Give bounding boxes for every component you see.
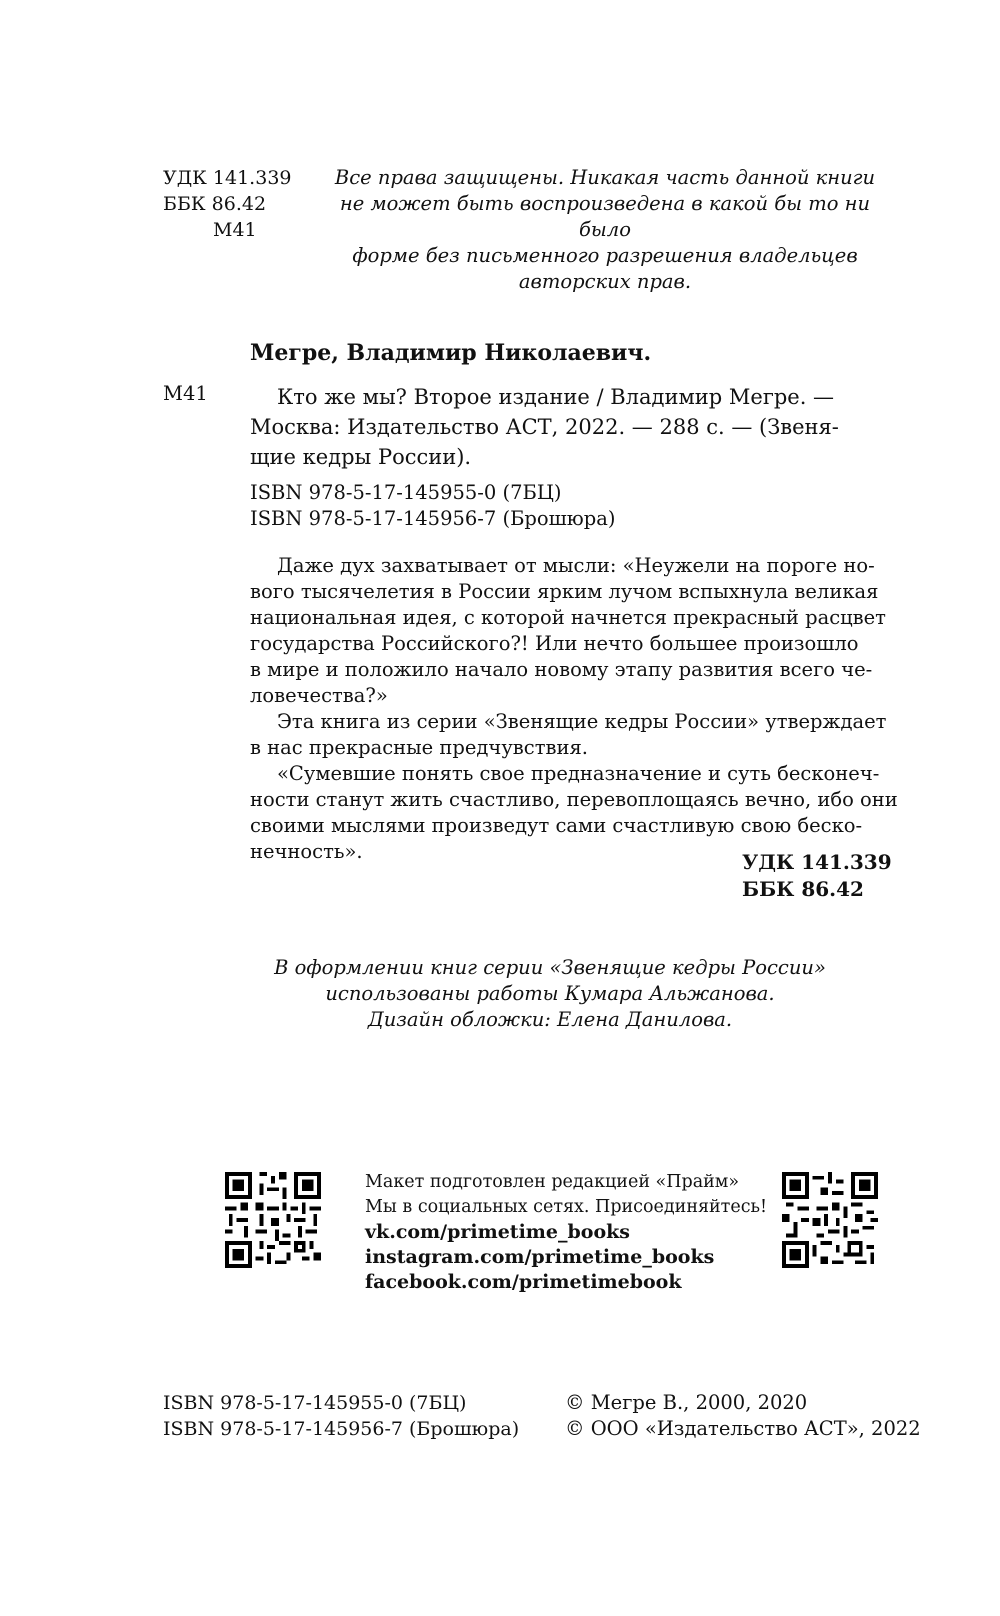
udk-code: УДК 141.339: [163, 167, 292, 189]
isbn-block: ISBN 978-5-17-145955-0 (7БЦ) ISBN 978-5-17-145956-7 (Брошюра): [250, 481, 616, 530]
layout-note: Макет подготовлен редакцией «Прайм»: [365, 1172, 740, 1192]
udk-code-bold: УДК 141.339: [742, 850, 892, 874]
classification-codes-bold: [742, 849, 892, 903]
social-join: Мы в социальных сетях. Присоединяйтесь!: [365, 1197, 768, 1217]
annotation: Даже дух захватывает от мысли: «Неужели на пороге но- вого тысячелетия в России ярким лучом вспыхнула великая национальная идея, с которой начнется прекрасный расцвет государства Российского?! Или нечто большее произошло в мире и положило начало новому этапу развития всего че- ловечества?» Эта книга из серии «Звенящие кедры России» утверждает в нас прекрасные предчувствия. «Сумевшие понять свое предназначение и суть бесконеч- ности станут жить счастливо, перевоплощаясь вечно, ибо они своими мыслями произведут сами счастливую свою беско- нечность».: [250, 554, 898, 863]
rights-notice: Все права защищены. Никакая часть данной книги не может быть воспроизведена в какой бы то ни было форме без письменного разрешения владельцев авторских прав.: [334, 166, 876, 293]
qr-code-left: [225, 1172, 321, 1268]
author-heading: Мегре, Владимир Николаевич.: [250, 340, 652, 366]
bibliographic-description: Кто же мы? Второе издание / Владимир Мегре. — Москва: Издательство АСТ, 2022. — 288 с. — (Звеня- щие кедры России).: [250, 385, 839, 469]
record-mark: М41: [163, 382, 208, 405]
link-vk[interactable]: vk.com/primetime_books: [365, 1221, 630, 1243]
design-credits: В оформлении книг серии «Звенящие кедры России» использованы работы Кумара Альжанова. Дизайн обложки: Елена Данилова.: [274, 956, 826, 1031]
bbk-code: ББК 86.42: [163, 193, 267, 215]
classification-codes: [163, 165, 313, 243]
link-facebook[interactable]: facebook.com/primetimebook: [365, 1271, 682, 1293]
link-instagram[interactable]: instagram.com/primetime_books: [365, 1246, 715, 1268]
bbk-code-bold: ББК 86.42: [742, 877, 864, 901]
copyright-block: © Мегре В., 2000, 2020 © ООО «Издательство АСТ», 2022: [565, 1391, 921, 1440]
social-block: [365, 1170, 767, 1295]
isbn-footer: ISBN 978-5-17-145955-0 (7БЦ) ISBN 978-5-17-145956-7 (Брошюра): [163, 1392, 520, 1440]
qr-code-right: [782, 1172, 878, 1268]
author-mark: М41: [213, 219, 257, 241]
